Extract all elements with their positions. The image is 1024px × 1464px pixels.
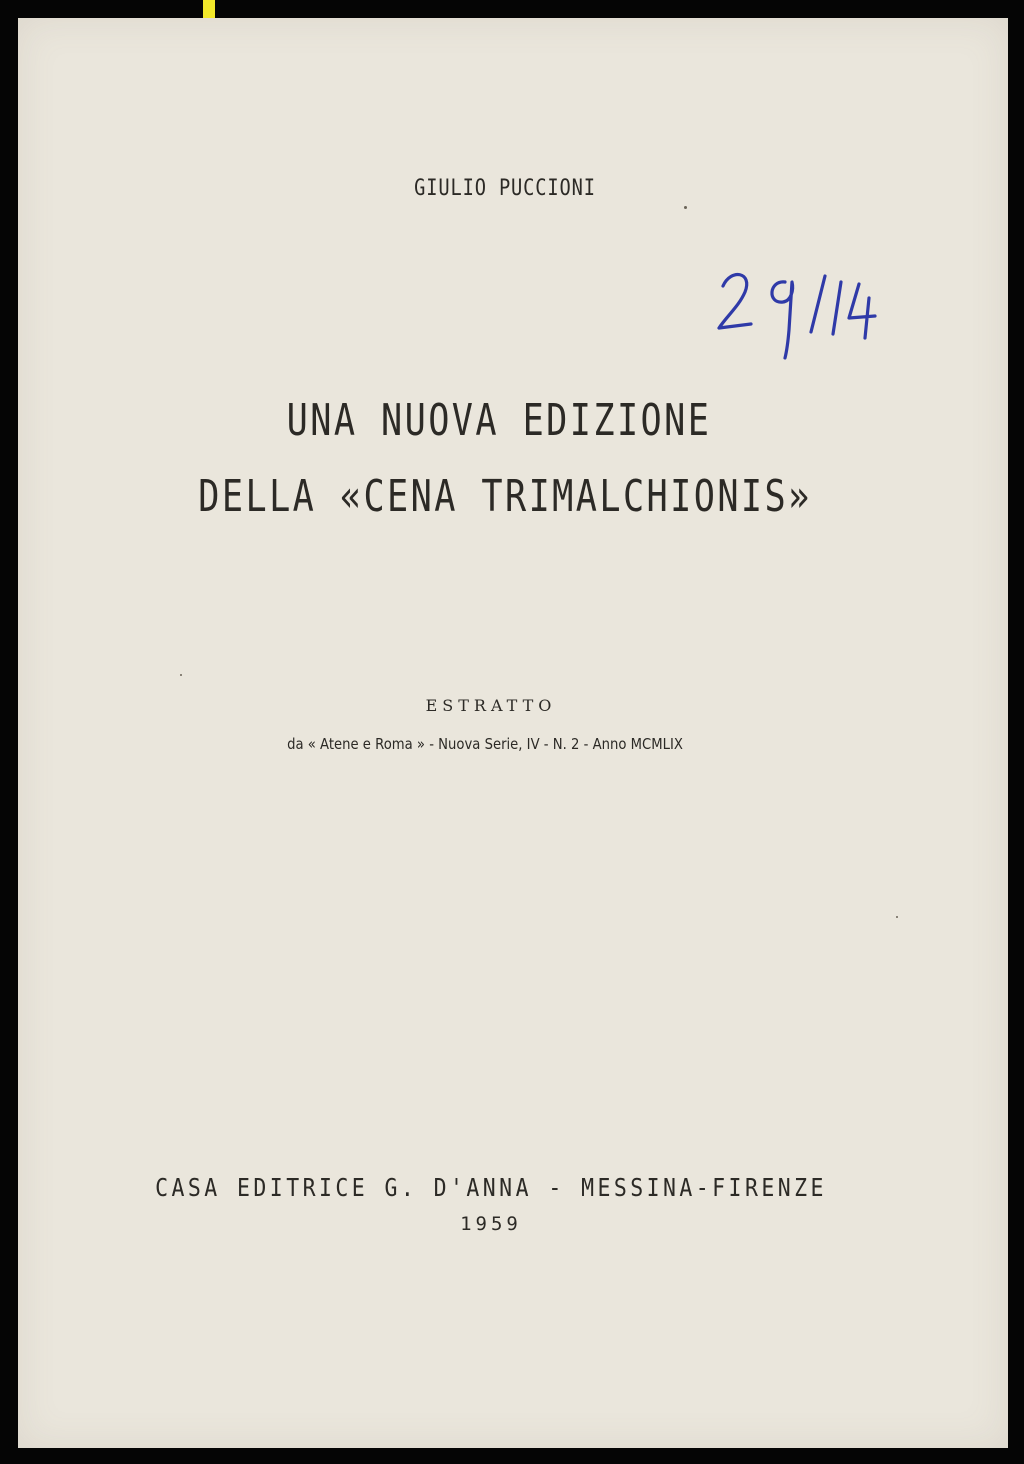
paper-speck <box>684 206 687 209</box>
document-page <box>18 18 1008 1448</box>
title-line-1: UNA NUOVA EDIZIONE <box>286 395 712 446</box>
publisher-line: CASA EDITRICE G. D'ANNA - MESSINA-FIRENZE <box>155 1173 827 1202</box>
yellow-tab-marker <box>203 0 215 18</box>
title-line-2: DELLA «CENA TRIMALCHIONIS» <box>198 471 812 522</box>
publication-year: 1959 <box>460 1213 522 1235</box>
source-line: da « Atene e Roma » - Nuova Serie, IV - N. 2 - Anno MCMLIX <box>287 735 683 753</box>
handwritten-number <box>693 246 893 376</box>
paper-speck <box>180 674 182 676</box>
author-name: GIULIO PUCCIONI <box>414 176 596 201</box>
paper-speck <box>896 916 898 918</box>
extract-label: ESTRATTO <box>425 696 557 715</box>
